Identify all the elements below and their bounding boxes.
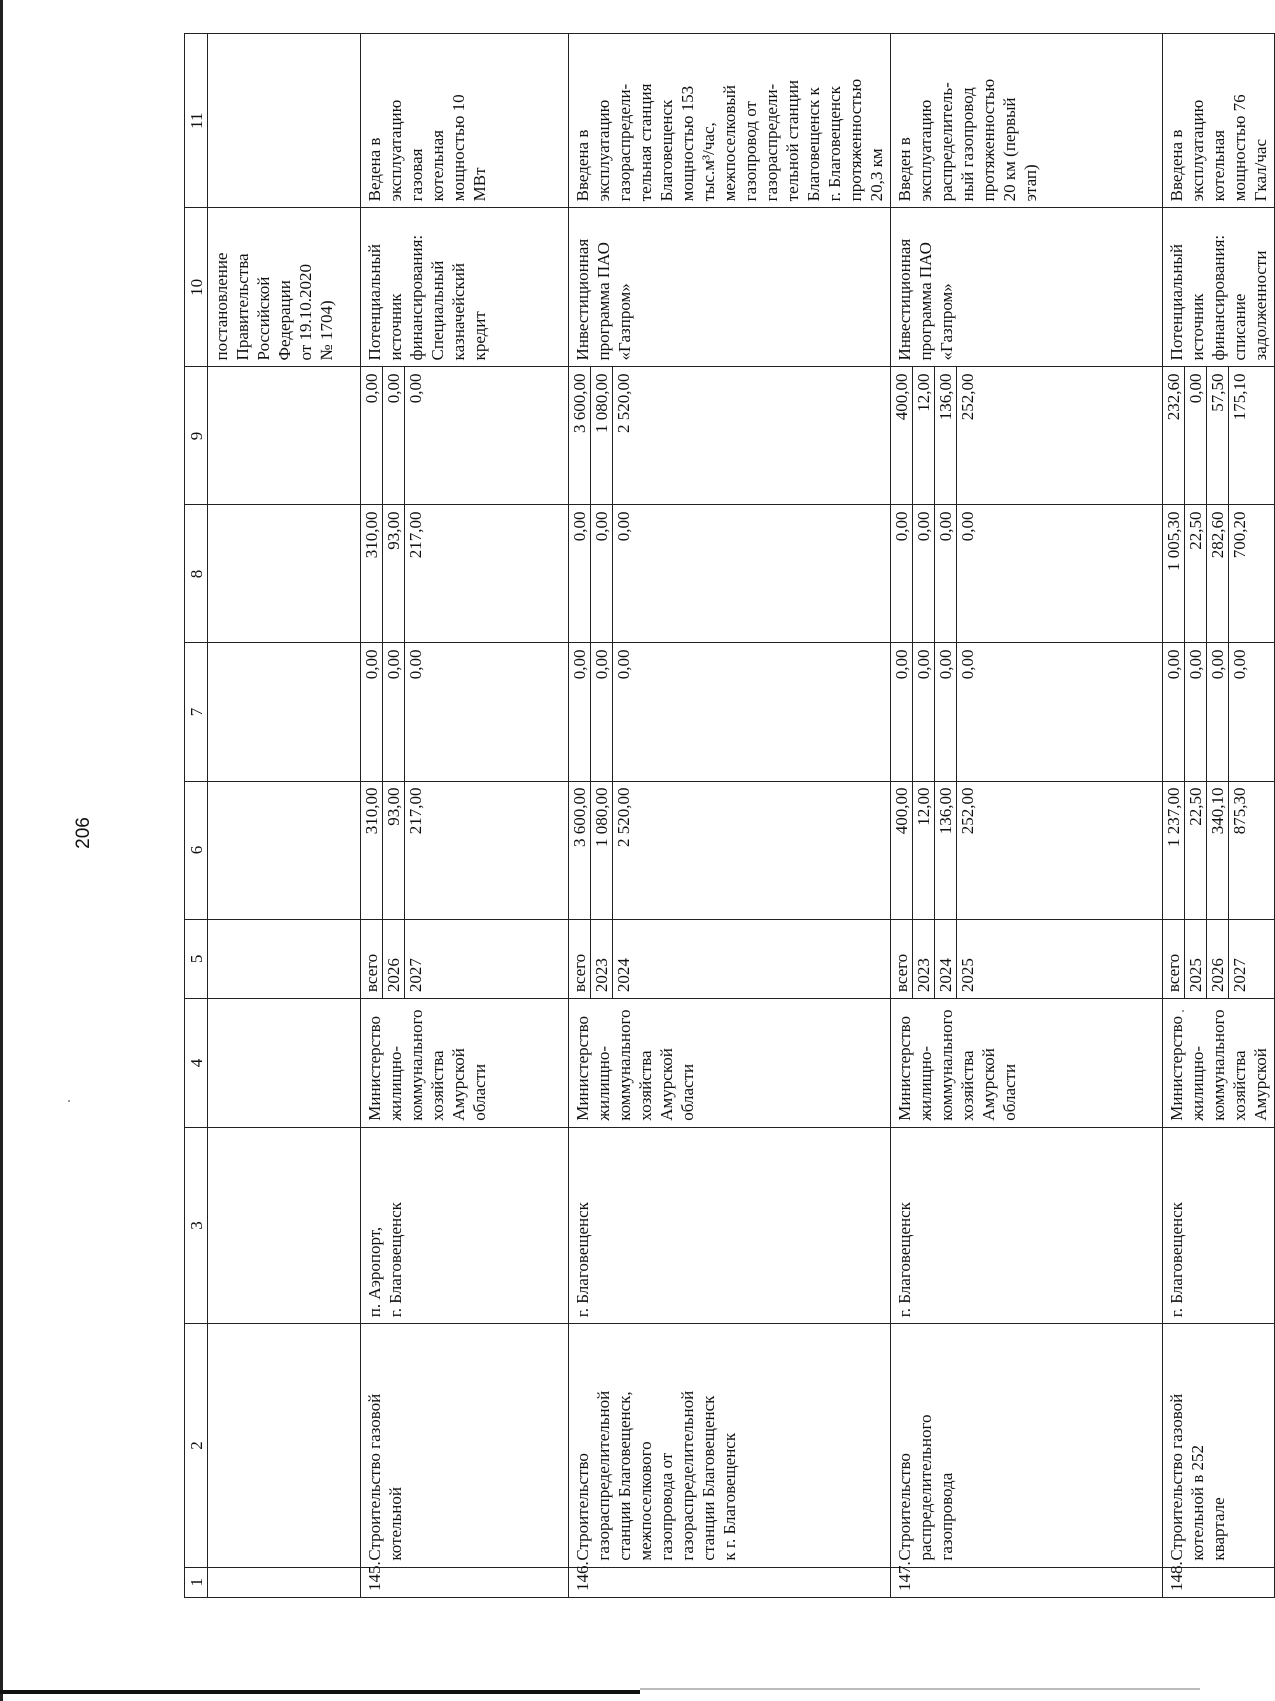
amount-value: 0,00 <box>1185 644 1207 781</box>
amount-cell-col8 <box>891 505 1163 643</box>
amount-value: 0,00 <box>958 649 977 680</box>
responsible-line: жилищно- <box>386 1045 405 1121</box>
object-name-line: Строительство <box>573 1453 592 1561</box>
result-line: газораспредели- <box>762 83 781 202</box>
year-item: 2027 <box>1230 958 1249 993</box>
year-item: 2023 <box>591 920 613 999</box>
year-item: всего <box>361 920 383 999</box>
continuation-empty-cell <box>208 505 361 643</box>
responsible-line: Министерство <box>895 1015 914 1121</box>
continuation-text-line: Федерации <box>275 280 294 361</box>
responsible-line: хозяйства <box>1230 1050 1249 1121</box>
amount-value: 0,00 <box>913 505 935 642</box>
year-item: 2024 <box>614 958 633 993</box>
responsible-cell <box>361 999 569 1128</box>
result-cell <box>361 34 569 208</box>
years-list <box>891 920 978 999</box>
amount-value: 2 520,00 <box>614 373 633 433</box>
responsible-line: Амурской <box>449 1048 468 1121</box>
responsible-cell <box>1163 999 1275 1128</box>
amount-value: 0,00 <box>591 644 613 781</box>
amount-value: 0,00 <box>614 511 633 542</box>
amount-cell-col6 <box>361 781 569 919</box>
table-body <box>185 34 1275 1598</box>
funding-source-line: Специальный <box>428 260 447 361</box>
continuation-text-line: постановление <box>212 252 231 361</box>
result-line: Введен в <box>895 137 914 202</box>
amount-list <box>1163 505 1250 642</box>
amount-value: 1 005,30 <box>1163 505 1185 642</box>
amount-list <box>1163 782 1250 919</box>
amount-value: 1 080,00 <box>591 782 613 919</box>
location-cell <box>361 1127 569 1324</box>
responsible-line: хозяйства <box>428 1050 447 1121</box>
amount-value: 0,00 <box>614 649 633 680</box>
funding-source-cell <box>891 208 1163 367</box>
result-line: тыс.м³/час, <box>699 122 718 202</box>
result-line: Введена в <box>1167 129 1186 202</box>
funding-source-cell <box>361 208 569 367</box>
amount-list <box>361 367 426 504</box>
amount-value: 875,30 <box>1230 787 1249 835</box>
responsible-line: хозяйства <box>636 1050 655 1121</box>
years-cell <box>569 919 891 999</box>
continuation-empty-cell <box>208 781 361 919</box>
year-item: всего <box>1163 920 1185 999</box>
year-item: 2025 <box>958 958 977 993</box>
header-cell: 2 <box>185 1324 208 1567</box>
amount-cell-col9 <box>361 367 569 505</box>
amount-cell-col9 <box>569 367 891 505</box>
amount-list <box>569 505 634 642</box>
year-item: всего <box>569 920 591 999</box>
header-cell: 6 <box>185 781 208 919</box>
continuation-text-line: Российской <box>254 276 273 361</box>
funding-source-line: «Газпром» <box>937 283 956 361</box>
page-number: 206 <box>73 817 94 849</box>
amount-list <box>361 644 426 781</box>
year-item: 2026 <box>383 920 405 999</box>
header-cell: 8 <box>185 505 208 643</box>
responsible-line: Амурской <box>1251 1048 1270 1121</box>
result-line: ный газопровод <box>958 87 977 202</box>
responsible-line: хозяйства <box>958 1050 977 1121</box>
continuation-empty-cell <box>208 1567 361 1597</box>
amount-value: 22,50 <box>1185 782 1207 919</box>
amount-list <box>891 782 978 919</box>
responsible-line: области <box>1000 1063 1019 1121</box>
funding-source-line: финансирования: <box>407 234 426 361</box>
header-cell: 1 <box>185 1567 208 1597</box>
funding-source-line: источник <box>386 293 405 361</box>
amount-value: 0,00 <box>406 649 425 680</box>
amount-cell-col8 <box>1163 505 1275 643</box>
amount-value: 22,50 <box>1185 505 1207 642</box>
amount-list <box>891 505 978 642</box>
funding-source-line: казначейский <box>449 263 468 361</box>
amount-cell-col6 <box>1163 781 1275 919</box>
responsible-line: Амурской <box>979 1048 998 1121</box>
scan-bottom-edge <box>0 1690 640 1694</box>
result-line: г. Благовещенск <box>825 86 844 202</box>
amount-list <box>1163 367 1250 504</box>
program-table <box>184 33 1275 1598</box>
amount-value: 400,00 <box>891 367 913 504</box>
amount-value: 1 080,00 <box>591 367 613 504</box>
amount-cell-col6 <box>891 781 1163 919</box>
year-item: 2025 <box>1185 920 1207 999</box>
location-line: г. Благовещенск <box>1167 1202 1186 1318</box>
amount-list <box>361 782 426 919</box>
rotated-table-wrapper <box>184 33 1270 1598</box>
result-line: мощностью 153 <box>678 85 697 202</box>
amount-value: 57,50 <box>1207 367 1229 504</box>
amount-value: 93,00 <box>383 782 405 919</box>
amount-cell-col8 <box>361 505 569 643</box>
object-name-line: газопровода от <box>657 1452 676 1561</box>
amount-cell-col7 <box>361 643 569 781</box>
object-name-line: газораспределительной <box>594 1390 613 1561</box>
result-line: эксплуатацию <box>386 99 405 202</box>
scan-speck <box>68 1100 70 1102</box>
years-cell <box>891 919 1163 999</box>
continuation-empty-cell <box>208 34 361 208</box>
result-line: эксплуатацию <box>916 99 935 202</box>
amount-value: 1 237,00 <box>1163 782 1185 919</box>
result-line: межпоселковый <box>720 85 739 202</box>
header-cell: 3 <box>185 1127 208 1324</box>
amount-value: 0,00 <box>1207 644 1229 781</box>
amount-value: 0,00 <box>569 644 591 781</box>
years-list <box>1163 920 1250 999</box>
header-cell: 5 <box>185 919 208 999</box>
continuation-empty-cell <box>208 1324 361 1567</box>
object-name-line: котельной <box>386 1487 405 1561</box>
amount-value: 340,10 <box>1207 782 1229 919</box>
table-row <box>361 34 569 1598</box>
responsible-line: коммунального <box>407 1009 426 1121</box>
object-name-line: Строительство газовой <box>1167 1393 1186 1561</box>
funding-source-line: программа ПАО <box>916 242 935 361</box>
result-line: МВт <box>470 167 489 202</box>
funding-source-line: Потенциальный <box>1167 244 1186 361</box>
result-line: распределитель- <box>937 82 956 202</box>
amount-list <box>1163 644 1250 781</box>
amount-value: 0,00 <box>891 505 913 642</box>
result-line: эксплуатацию <box>1188 99 1207 202</box>
amount-value: 0,00 <box>361 644 383 781</box>
amount-list <box>891 367 978 504</box>
amount-value: 0,00 <box>935 505 957 642</box>
amount-cell-col7 <box>569 643 891 781</box>
funding-source-line: источник <box>1188 293 1207 361</box>
year-item: 2023 <box>913 920 935 999</box>
header-cell: 7 <box>185 643 208 781</box>
responsible-line: жилищно- <box>1188 1045 1207 1121</box>
years-cell <box>1163 919 1275 999</box>
result-line: газораспредели- <box>615 83 634 202</box>
result-line: котельная <box>428 130 447 202</box>
amount-cell-col7 <box>1163 643 1275 781</box>
funding-source-line: Инвестиционная <box>895 238 914 361</box>
result-cell <box>891 34 1163 208</box>
amount-value: 3 600,00 <box>569 782 591 919</box>
result-line: Ведена в <box>365 137 384 202</box>
amount-value: 0,00 <box>569 505 591 642</box>
funding-source-line: задолженности <box>1251 250 1270 361</box>
continuation-text-line: Правительства <box>233 253 252 361</box>
amount-value: 252,00 <box>958 787 977 835</box>
object-name-cell <box>361 1324 569 1567</box>
result-line: протяженностью <box>979 78 998 202</box>
row-number: 145. <box>361 1567 569 1597</box>
responsible-cell <box>891 999 1163 1128</box>
object-name-line: Строительство <box>895 1453 914 1561</box>
amount-value: 0,00 <box>406 373 425 404</box>
object-name-line: котельной в 252 <box>1188 1444 1207 1561</box>
responsible-line: Министерство <box>573 1015 592 1121</box>
continuation-empty-cell <box>208 999 361 1128</box>
amount-list <box>569 644 634 781</box>
amount-value: 0,00 <box>935 644 957 781</box>
amount-list <box>891 644 978 781</box>
amount-cell-col7 <box>891 643 1163 781</box>
amount-list <box>569 367 634 504</box>
location-cell <box>569 1127 891 1324</box>
result-line: газовая <box>407 148 426 202</box>
amount-value: 400,00 <box>891 782 913 919</box>
continuation-empty-cell <box>208 643 361 781</box>
table-row <box>891 34 1163 1598</box>
location-line: г. Благовещенск <box>573 1202 592 1318</box>
responsible-line: коммунального <box>615 1009 634 1121</box>
location-cell <box>1163 1127 1275 1324</box>
amount-value: 0,00 <box>1185 367 1207 504</box>
funding-source-line: Инвестиционная <box>573 238 592 361</box>
amount-value: 0,00 <box>913 644 935 781</box>
continuation-empty-cell <box>208 919 361 999</box>
result-line: мощностью 76 <box>1230 94 1249 202</box>
continuation-text-line: № 1704) <box>317 300 336 361</box>
amount-value: 0,00 <box>958 511 977 542</box>
row-number: 148. <box>1163 1567 1275 1597</box>
result-line: Введена в <box>573 129 592 202</box>
funding-source-cell <box>1163 208 1275 367</box>
object-name-line: станции Благовещенск <box>699 1395 718 1561</box>
responsible-line: области <box>678 1063 697 1121</box>
result-line: мощностью 10 <box>449 94 468 202</box>
scan-left-edge <box>0 0 3 1701</box>
header-cell: 9 <box>185 367 208 505</box>
amount-value: 0,00 <box>383 367 405 504</box>
year-item: 2024 <box>935 920 957 999</box>
responsible-line: Министерство <box>365 1015 384 1121</box>
location-line: г. Благовещенск <box>895 1202 914 1318</box>
amount-value: 252,00 <box>958 373 977 421</box>
years-list <box>569 920 634 999</box>
result-line: 20 км (первый <box>1000 97 1019 202</box>
object-name-line: газораспределительной <box>678 1390 697 1561</box>
years-list <box>361 920 426 999</box>
object-name-cell <box>1163 1324 1275 1567</box>
amount-value: 12,00 <box>913 367 935 504</box>
row-number: 146. <box>569 1567 891 1597</box>
responsible-line: коммунального <box>1209 1009 1228 1121</box>
continuation-row <box>208 34 361 1598</box>
continuation-empty-cell <box>208 367 361 505</box>
result-line: тельной станции <box>783 80 802 202</box>
amount-value: 2 520,00 <box>614 787 633 848</box>
result-line: Благовещенск к <box>804 87 823 202</box>
table-row <box>569 34 891 1598</box>
year-item: 2027 <box>406 958 425 993</box>
table-row <box>1163 34 1275 1598</box>
amount-value: 0,00 <box>1230 649 1249 680</box>
responsible-line: коммунального <box>937 1009 956 1121</box>
object-name-line: квартале <box>1209 1497 1228 1561</box>
header-row <box>185 34 208 1598</box>
responsible-line: области <box>470 1063 489 1121</box>
funding-source-line: кредит <box>470 311 489 361</box>
year-item: всего <box>891 920 913 999</box>
amount-value: 175,10 <box>1230 373 1249 421</box>
object-name-line: газопровода <box>937 1472 956 1561</box>
object-name-line: межпоселкового <box>636 1441 655 1561</box>
amount-value: 310,00 <box>361 782 383 919</box>
responsible-line: жилищно- <box>916 1045 935 1121</box>
amount-value: 232,60 <box>1163 367 1185 504</box>
result-cell <box>569 34 891 208</box>
amount-value: 0,00 <box>1163 644 1185 781</box>
result-line: газопровод от <box>741 101 760 202</box>
row-number: 147. <box>891 1567 1163 1597</box>
location-line: п. Аэропорт, <box>365 1226 384 1318</box>
amount-value: 217,00 <box>406 787 425 835</box>
header-cell: 10 <box>185 208 208 367</box>
funding-source-cell <box>569 208 891 367</box>
responsible-cell <box>569 999 891 1128</box>
amount-value: 217,00 <box>406 511 425 559</box>
amount-value: 0,00 <box>361 367 383 504</box>
result-line: 20,3 км <box>867 148 886 202</box>
continuation-text-line: от 19.10.2020 <box>296 263 315 361</box>
result-line: тельная станция <box>636 83 655 202</box>
responsible-line: жилищно- <box>594 1045 613 1121</box>
amount-cell-col8 <box>569 505 891 643</box>
amount-value: 0,00 <box>383 644 405 781</box>
result-line: Гкал/час <box>1251 138 1270 202</box>
amount-cell-col6 <box>569 781 891 919</box>
amount-value: 310,00 <box>361 505 383 642</box>
continuation-empty-cell <box>208 1127 361 1324</box>
object-name-line: Строительство газовой <box>365 1393 384 1561</box>
responsible-line: Министерство <box>1167 1015 1186 1121</box>
amount-value: 12,00 <box>913 782 935 919</box>
amount-value: 282,60 <box>1207 505 1229 642</box>
funding-source-line: Потенциальный <box>365 244 384 361</box>
header-cell: 11 <box>185 34 208 208</box>
years-cell <box>361 919 569 999</box>
object-name-cell <box>569 1324 891 1567</box>
amount-value: 0,00 <box>591 505 613 642</box>
result-line: эксплуатацию <box>594 99 613 202</box>
funding-source-line: программа ПАО <box>594 242 613 361</box>
object-name-line: распределительного <box>916 1414 935 1561</box>
object-name-cell <box>891 1324 1163 1567</box>
funding-source-line: списание <box>1230 293 1249 361</box>
result-line: Благовещенск <box>657 99 676 202</box>
amount-value: 136,00 <box>935 782 957 919</box>
amount-list <box>361 505 426 642</box>
object-name-line: к г. Благовещенск <box>720 1432 739 1561</box>
result-cell <box>1163 34 1275 208</box>
responsible-line: Амурской <box>657 1048 676 1121</box>
location-line: г. Благовещенск <box>386 1202 405 1318</box>
amount-value: 93,00 <box>383 505 405 642</box>
year-item: 2026 <box>1207 920 1229 999</box>
location-cell <box>891 1127 1163 1324</box>
result-line: котельная <box>1209 130 1228 202</box>
header-cell: 4 <box>185 999 208 1128</box>
amount-cell-col9 <box>891 367 1163 505</box>
amount-value: 3 600,00 <box>569 367 591 504</box>
object-name-line: станции Благовещенск, <box>615 1391 634 1561</box>
funding-source-line: финансирования: <box>1209 234 1228 361</box>
funding-source-line: «Газпром» <box>615 283 634 361</box>
amount-value: 0,00 <box>891 644 913 781</box>
amount-value: 700,20 <box>1230 511 1249 559</box>
continuation-source-cell <box>208 208 361 367</box>
amount-list <box>569 782 634 919</box>
amount-value: 136,00 <box>935 367 957 504</box>
result-line: протяженностью <box>846 78 865 202</box>
result-line: этап) <box>1021 164 1040 202</box>
amount-cell-col9 <box>1163 367 1275 505</box>
scan-bottom-edge-light <box>640 1688 1200 1690</box>
